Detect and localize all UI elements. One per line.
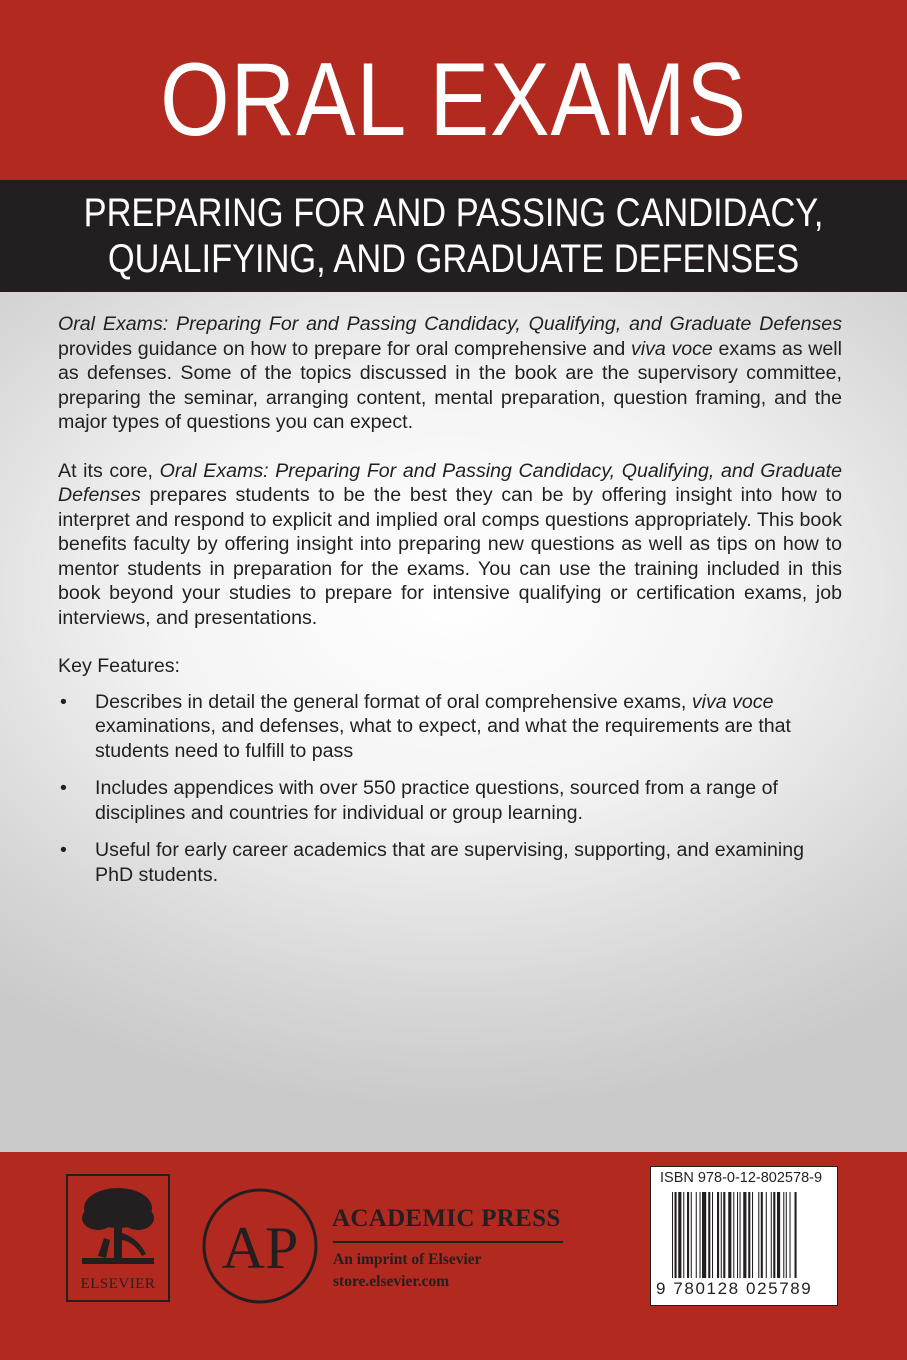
ap-logo-letters: AP xyxy=(221,1215,299,1281)
book-title-italic: Oral Exams: Preparing For and Passing Candidacy, Qualifying, and Graduate Defenses xyxy=(58,459,842,506)
elsevier-tree-icon xyxy=(68,1178,168,1278)
isbn-text: ISBN 978-0-12-802578-9 xyxy=(660,1170,823,1186)
book-title: ORAL EXAMS xyxy=(160,42,747,158)
feature-item: • Includes appendices with over 550 practice questions, sourced from a range of disciplines and countries for individual or group learning. xyxy=(60,777,778,824)
academic-press-logo xyxy=(200,1186,320,1306)
subtitle-line-2: QUALIFYING, AND GRADUATE DEFENSES xyxy=(107,237,800,281)
barcode-digits: 9 780128 025789 xyxy=(656,1279,813,1298)
elsevier-label: ELSEVIER xyxy=(80,1276,156,1292)
imprint-text: An imprint of Elsevier xyxy=(333,1251,482,1268)
book-title-italic: Oral Exams: Preparing For and Passing Candidacy, Qualifying, and Graduate Defenses xyxy=(58,313,842,335)
feature-item: • Describes in detail the general format of oral comprehensive exams, viva voce examinations, and defenses, what to expect, and what the requirements are that students need to fulfill to pass xyxy=(60,690,791,762)
store-url: store.elsevier.com xyxy=(333,1273,450,1290)
description-paragraph-1: Oral Exams: Preparing For and Passing Candidacy, Qualifying, and Graduate Defenses provides guidance on how to prepare for oral comprehensive and viva voce exams as well as defenses. Some of the topics discussed in the book are the supervisory committee, preparing the seminar, arranging content, mental preparation, question framing, and the major types of questions you can expect. xyxy=(58,313,842,433)
description-text xyxy=(58,312,842,900)
bullet-icon: • xyxy=(60,690,67,713)
press-name: ACADEMIC PRESS xyxy=(332,1205,561,1232)
bullet-icon: • xyxy=(60,777,67,799)
barcode-icon xyxy=(672,1192,832,1278)
feature-item: • Useful for early career academics that are supervising, supporting, and examining PhD students. xyxy=(60,839,805,886)
book-subtitle xyxy=(63,190,843,282)
bullet-icon: • xyxy=(60,839,67,861)
key-features-heading: Key Features: xyxy=(58,655,180,677)
description-paragraph-2: At its core, Oral Exams: Preparing For and Passing Candidacy, Qualifying, and Graduate Defenses prepares students to be the best they can be by offering insight into how to interpret and respond to explicit and implied oral comps questions appropriately. This book benefits faculty by offering insight into preparing new questions as well as tips on how to mentor students in preparation for the exams. You can use the training included in this book beyond your studies to prepare for intensive qualifying or certification exams, job interviews, and presentations. xyxy=(58,459,842,629)
press-divider xyxy=(333,1241,563,1243)
subtitle-line-1: PREPARING FOR AND PASSING CANDIDACY, xyxy=(83,191,824,235)
